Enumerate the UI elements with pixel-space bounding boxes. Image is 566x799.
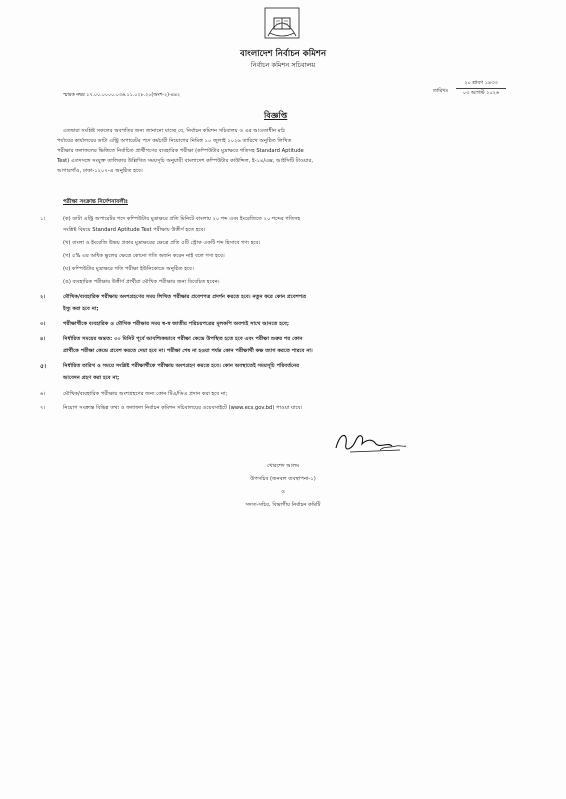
signatory-name: খোরশেদ আলম (266, 463, 300, 469)
item-number: ২। (40, 294, 46, 300)
signatory-designation: উপসচিব (জনবল ব্যবস্থাপনা-১) (250, 476, 316, 482)
list-item: প্রার্থীকে পরীক্ষা কেন্দ্রে প্রবেশ করতে দেয়া হবে না। পরীক্ষা শেষ না হওয়া পর্যন্ত কোন পরীক্ষার্থী কক্ষ ত্যাগ করতে পারবে না। (63, 348, 313, 354)
list-item: সংশ্লিষ্ট বিষয়ে Standard Aptitude Test পরীক্ষায় উত্তীর্ণ হতে হবে। (63, 227, 206, 233)
date-english: ০৩ আগস্ট ২০২৬ (462, 90, 500, 96)
instructions-heading: পরীক্ষা সংক্রান্ত নির্দেশনাবলীঃ (63, 199, 129, 205)
intro-line: আগারগাঁও, ঢাকা-১২০৭-এ অনুষ্ঠিত হবে। (57, 168, 143, 174)
election-commission-logo-icon (262, 6, 302, 42)
signatory-and: ও (281, 489, 285, 495)
intro-line: পরীক্ষার ফলাফলের ভিত্তিতে নির্বাচিত প্রার্থীগণের ব্যবহারিক পরীক্ষা (কম্পিউটার মুদ্রাক্ষরে গতিসহ Standard Aptitude (57, 148, 304, 154)
item-number: ৩। (40, 321, 46, 327)
date-box (456, 80, 506, 97)
list-item: পরীক্ষার্থীকে ব্যবহারিক ও মৌখিক পরীক্ষার সময় স্ব-স্ব জাতীয় পরিচয়পত্রের মূলকপি অবশ্যই সাথে আনতে হবে; (63, 321, 289, 327)
list-item: (গ) ৫% এর অধিক ভুলের ক্ষেত্রে কোনো গতি অর্জন করেন নাই বলে গণ্য হবে। (63, 253, 225, 259)
intro-line: পর্যায়ের কার্যালয়ের ডাটা এন্ট্রি অপারেটর পদে কর্মচারী নিয়োগের নিমিত্ত ১০ জুলাই ২০২৬ তারিখে অনুষ্ঠিত লিখিত (57, 138, 292, 144)
item-number: ৭। (40, 405, 46, 411)
memo-number: স্মারক নম্বর ১৭.০০.০০০০.০৩৬.১১.০২৮.২০(অংশ-২)-৪৪২ (63, 93, 181, 98)
intro-line: Test) এতদসঙ্গে সংযুক্ত তালিকায় উল্লিখিত সময়সূচি অনুযায়ী বাংলাদেশ কম্পিউটার কাউন্সিল, ই-১৪/এক্স, আইসিটি টাওয়ার, (57, 158, 313, 164)
item-number: ৬। (40, 391, 46, 397)
signatory-committee-role: সদস্য-সচিব, বিভাগীয় নির্বাচন কমিটি (245, 502, 321, 508)
item-number: ৪। (40, 336, 46, 342)
list-item: (খ) বাংলা ও ইংরেজি উভয় প্রকার মুদ্রাক্ষরের ক্ষেত্রে প্রতি ৫টি স্ট্রোক একটি শব্দ হিসাবে গণ্য হবে। (63, 240, 261, 246)
list-item: মৌখিক/ব্যবহারিক পরীক্ষায় অংশগ্রহণের জন্য কোন টিএ/ডিএ প্রদান করা হবে না; (63, 391, 228, 397)
intro-line: এতদ্বারা সংশ্লিষ্ট সকলের অবগতির জন্য জানানো যাচ্ছে যে, নির্বাচন কমিশন সচিবালয় ও এর আওতাধীন মাঠ (63, 128, 285, 134)
list-item: ইস্যু করা হবে না; (63, 306, 99, 312)
notice-title: বিজ্ঞপ্তি (264, 111, 288, 120)
list-item: (ক) ডাটা এন্ট্রি অপারেটর পদে কম্পিউটার মুদ্রাক্ষরে প্রতি মিনিটে বাংলায় ২০ শব্দ এবং ইংরেজিতে ২০ শব্দের গতিসহ (63, 216, 301, 222)
signature-mark (330, 428, 410, 456)
list-item: (ঙ) ব্যবহারিক পরীক্ষায় উত্তীর্ণ প্রার্থীরা মৌখিক পরীক্ষার জন্য বিবেচিত হবেন। (63, 279, 220, 285)
list-item: নির্ধারিত তারিখ ও সময়ে সংশ্লিষ্ট পরীক্ষার্থীকে পরীক্ষায় অংশগ্রহণ করতে হবে। কোন অবস্থাতেই সময়সূচি পরিবর্তনের (63, 363, 300, 369)
list-item: নিয়োগ সংক্রান্ত বিভিন্ন তথ্য ও ফলাফল নির্বাচন কমিশন সচিবালয়ের ওয়েবসাইটে (www.ecs.gov.bd) পাওয়া যাবে। (63, 405, 303, 411)
item-number: ৫। (40, 363, 47, 370)
list-item: নির্ধারিত সময়ের অন্তত: ৩০ মিনিট পূর্বে আবশ্যিকভাবে পরীক্ষা কেন্দ্রে উপস্থিত হতে হবে এবং পরীক্ষা শুরুর পর কোন (63, 336, 303, 342)
item-number: ১। (40, 216, 46, 222)
organization-subtitle: নির্বাচন কমিশন সচিবালয় (250, 61, 316, 69)
list-item: (ঘ) কম্পিউটার মুদ্রাক্ষরে গতি পরীক্ষা ইউনিকোডে অনুষ্ঠিত হবে। (63, 266, 194, 272)
date-label: তারিখঃ (433, 88, 449, 94)
list-item: মৌখিক/ব্যবহারিক পরীক্ষায় অংশগ্রহণের সময় লিখিত পরীক্ষার প্রবেশপত্র প্রদর্শন করতে হবে। নতুন করে কোন প্রবেশপত্র (63, 294, 307, 300)
date-bangla: ২০ শ্রাবণ ১৪৩৩ (456, 80, 506, 89)
organization-name: বাংলাদেশ নির্বাচন কমিশন (239, 49, 327, 59)
list-item: আবেদন গ্রহণ করা হবে না; (63, 375, 120, 381)
